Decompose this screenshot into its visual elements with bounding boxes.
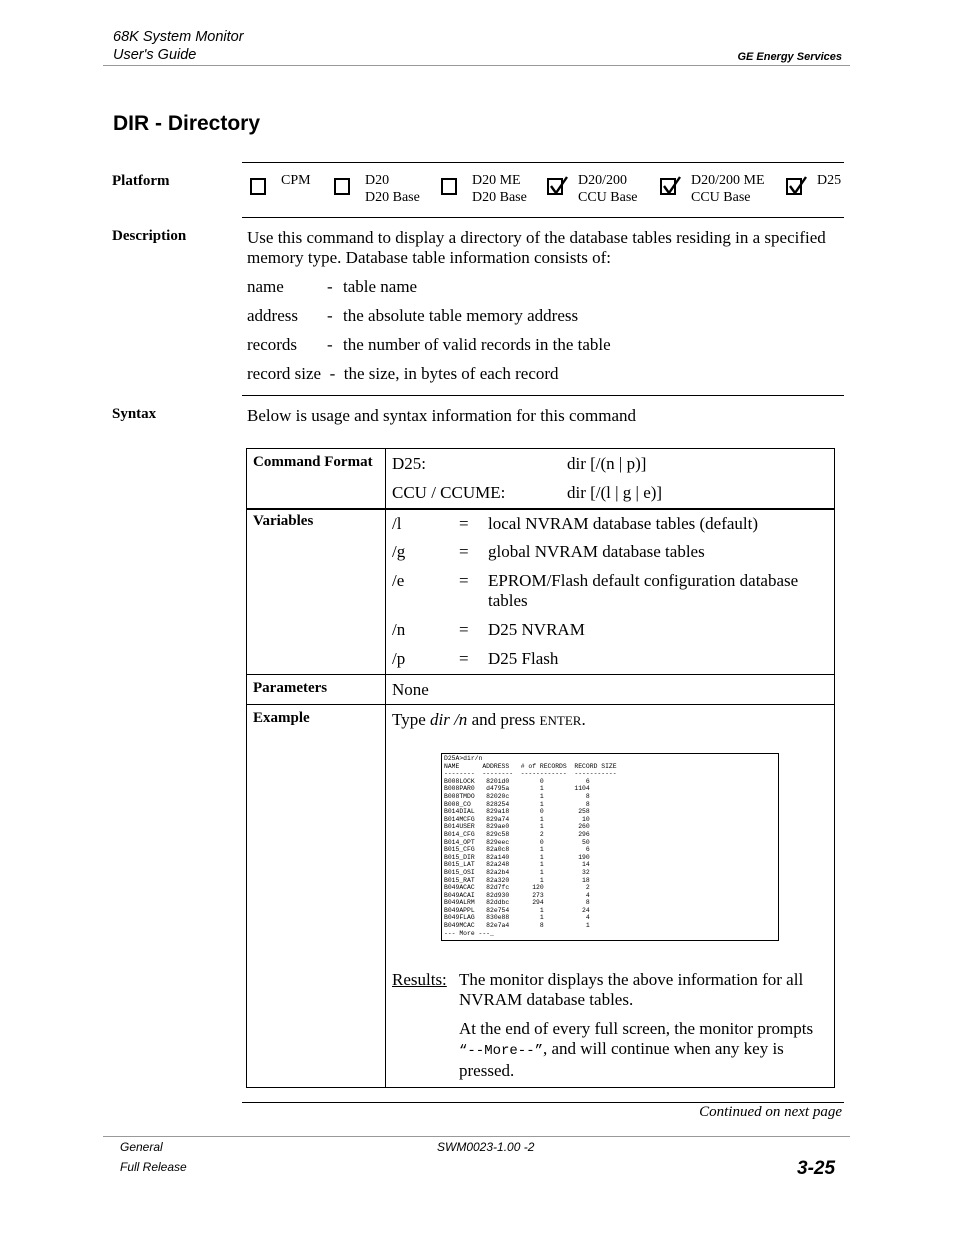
platform-option-label: D20/200 ME	[691, 173, 765, 188]
field-dash: -	[327, 306, 333, 325]
variable-equals: =	[459, 620, 469, 639]
field-desc-address: the absolute table memory address	[343, 306, 579, 325]
description-intro-line: Use this command to display a directory of the database tables residing in a specified	[247, 228, 826, 247]
terminal-line: B014_OPT 829eec 0 50	[444, 838, 590, 846]
variables-label: Variables	[253, 513, 314, 529]
continued-rule	[242, 1102, 844, 1103]
terminal-line: B014MCFG 829a74 1 10	[444, 815, 590, 823]
platform-option-sublabel: CCU Base	[691, 190, 751, 205]
terminal-line: B015_LAT 82a248 1 14	[444, 861, 590, 869]
example-key: ENTER	[539, 713, 582, 728]
results-line: NVRAM database tables.	[459, 990, 634, 1009]
results-label: Results:	[392, 970, 447, 989]
terminal-line: B015_OSI 82a2b4 1 32	[444, 868, 590, 876]
platform-option-d20	[365, 172, 420, 206]
platform-option-label: D20/200	[578, 173, 627, 188]
platform-checkbox-d25	[786, 178, 802, 195]
platform-option-sublabel: D20 Base	[472, 190, 527, 205]
platform-bottom-rule	[242, 217, 844, 218]
terminal-line: B008TMDO 82020c 1 8	[444, 792, 590, 800]
syntax-table-row-rule	[246, 508, 835, 510]
variable-desc: D25 NVRAM	[488, 620, 585, 639]
platform-option-label: CPM	[281, 173, 311, 188]
footer-category: General	[120, 1140, 163, 1154]
platform-option-d20-me	[472, 172, 527, 206]
description-intro	[247, 228, 847, 268]
command-format-label: Command Format	[253, 454, 373, 470]
parameters-label: Parameters	[253, 680, 328, 696]
variable-equals: =	[459, 514, 469, 533]
variable-switch: /n	[392, 620, 406, 639]
field-term-records: records	[247, 335, 298, 354]
terminal-output	[444, 755, 617, 937]
page-number: 3-25	[797, 1158, 836, 1179]
example-label: Example	[253, 710, 310, 726]
example-text: Type	[392, 710, 430, 729]
variable-desc: global NVRAM database tables	[488, 542, 705, 561]
document-title	[113, 28, 244, 64]
terminal-line: B049ALRM 82ddbc 294 8	[444, 899, 590, 907]
field-dash: -	[327, 335, 333, 354]
variable-equals: =	[459, 571, 469, 590]
more-note-line: pressed.	[459, 1061, 515, 1080]
results-line: The monitor displays the above information for all	[459, 970, 804, 989]
company-name: GE Energy Services	[737, 51, 842, 63]
syntax-label: Syntax	[112, 406, 157, 422]
header-rule	[103, 65, 850, 66]
checkmark-icon	[662, 175, 684, 197]
terminal-line: B049FLAG 830e88 1 4	[444, 914, 590, 922]
command-format-syntax: dir [/(n | p)]	[567, 454, 647, 473]
terminal-line: B014USER 829ae0 1 260	[444, 823, 590, 831]
more-note-rest: , and will continue when any key is	[543, 1039, 784, 1058]
footer-release: Full Release	[120, 1160, 187, 1174]
more-note-line: At the end of every full screen, the monitor prompts	[459, 1019, 814, 1038]
terminal-line: B015_RAT 82a320 1 18	[444, 876, 590, 884]
platform-checkbox-cpm	[250, 178, 266, 195]
terminal-screenshot	[441, 753, 779, 941]
field-term-name: name	[247, 277, 284, 296]
platform-option-cpm	[281, 172, 311, 189]
description-label: Description	[112, 228, 187, 244]
platform-option-label: D25	[817, 173, 842, 188]
terminal-line: B015_CFG 82a0c8 1 6	[444, 846, 590, 854]
document-title-line2: User's Guide	[113, 47, 197, 63]
terminal-line: B014DIAL 829a18 0 258	[444, 808, 590, 816]
variable-desc-cont: tables	[488, 591, 528, 610]
example-instruction	[392, 710, 586, 730]
variable-switch: /l	[392, 514, 402, 533]
platform-option-sublabel: D20 Base	[365, 190, 420, 205]
syntax-table-divider	[385, 448, 386, 1088]
more-prompt-text: “--More--”	[459, 1043, 544, 1059]
footer-rule	[103, 1136, 850, 1137]
example-command: dir /n	[430, 710, 468, 729]
syntax-table-row-rule	[246, 704, 835, 705]
variable-switch: /e	[392, 571, 405, 590]
variable-desc: local NVRAM database tables (default)	[488, 514, 759, 533]
field-term-record-size: record size - the size, in bytes of each record	[247, 364, 559, 383]
variable-desc: EPROM/Flash default configuration database	[488, 571, 799, 590]
terminal-line: B049MCAC 82e7a4 8 1	[444, 922, 590, 930]
terminal-line: B008_CO 828254 1 8	[444, 800, 590, 808]
variable-switch: /p	[392, 649, 406, 668]
terminal-line: --- More ---_	[444, 929, 494, 937]
more-note-line	[459, 1039, 813, 1061]
continued-note: Continued on next page	[699, 1104, 842, 1120]
terminal-line: NAME ADDRESS # of RECORDS RECORD SIZE	[444, 762, 617, 770]
field-desc-records: the number of valid records in the table	[343, 335, 611, 354]
command-format-platform: CCU / CCUME:	[392, 483, 506, 502]
platform-label: Platform	[112, 173, 170, 189]
command-format-syntax: dir [/(l | g | e)]	[567, 483, 663, 502]
terminal-line: B008PAR0 d4795a 1 1104	[444, 785, 590, 793]
results-text	[459, 970, 803, 1010]
platform-checkbox-d20-200-me	[660, 178, 676, 195]
terminal-line: B014_CFG 829c58 2 296	[444, 830, 590, 838]
more-prompt-note	[459, 1019, 813, 1081]
platform-option-d20-200	[578, 172, 638, 206]
variable-equals: =	[459, 649, 469, 668]
variable-equals: =	[459, 542, 469, 561]
terminal-line: B015_DIR 82a140 1 190	[444, 853, 590, 861]
variable-switch: /g	[392, 542, 406, 561]
checkmark-icon	[788, 175, 810, 197]
example-text: and press	[467, 710, 540, 729]
footer-doc-number: SWM0023-1.00 -2	[437, 1140, 535, 1154]
field-term-address: address	[247, 306, 298, 325]
terminal-line: B049ACAI 82d930 273 4	[444, 891, 590, 899]
platform-option-label: D20 ME	[472, 173, 521, 188]
description-bottom-rule	[242, 395, 844, 396]
platform-checkbox-d20-me	[441, 178, 457, 195]
command-format-platform: D25:	[392, 454, 426, 473]
field-dash: -	[327, 277, 333, 296]
platform-checkbox-d20	[334, 178, 350, 195]
section-title: DIR - Directory	[113, 112, 261, 135]
platform-checkbox-d20-200	[547, 178, 563, 195]
syntax-table-row-rule	[246, 674, 835, 675]
terminal-line: B049APPL 82e754 1 24	[444, 906, 590, 914]
platform-top-rule	[242, 162, 844, 163]
parameters-value: None	[392, 680, 429, 699]
platform-option-d25	[817, 172, 841, 189]
document-title-line1: 68K System Monitor	[113, 29, 244, 45]
variable-desc: D25 Flash	[488, 649, 559, 668]
terminal-line: -------- -------- ------------ -----------	[444, 770, 617, 778]
example-text: .	[581, 710, 586, 729]
terminal-line: B049ACAC 82d7fc 120 2	[444, 884, 590, 892]
platform-option-label: D20	[365, 173, 390, 188]
platform-option-sublabel: CCU Base	[578, 190, 638, 205]
description-intro-line: memory type. Database table information consists of:	[247, 248, 611, 267]
platform-option-d20-200-me	[691, 172, 765, 206]
syntax-intro: Below is usage and syntax information for this command	[247, 406, 637, 425]
terminal-line: B008LOCK 820id0 0 6	[444, 777, 590, 785]
field-desc-name: table name	[343, 277, 418, 296]
checkmark-icon	[549, 175, 571, 197]
terminal-line: D25A>dir/n	[444, 755, 483, 762]
